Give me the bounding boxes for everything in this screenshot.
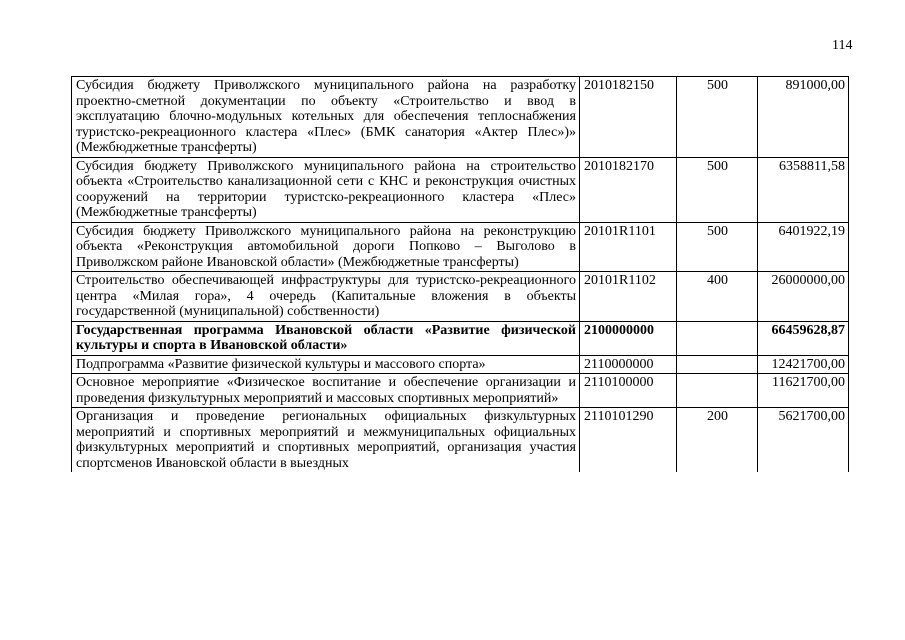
row-target-code: 2110000000 (580, 355, 677, 374)
row-target-code: 2010182170 (580, 157, 677, 222)
row-expense-type (677, 355, 758, 374)
row-description: Основное мероприятие «Физическое воспитание и обеспечение организации и проведения физкультурных мероприятий и массовых спортивных мероприятий» (72, 374, 580, 408)
row-target-code: 2110100000 (580, 374, 677, 408)
row-description: Субсидия бюджету Приволжского муниципального района на строительство объекта «Строительство канализационной сети с КНС и реконструкция очистных сооружений на территории туристско-рекреационного кластера «Плес» (Межбюджетные трансферты) (72, 157, 580, 222)
row-description: Подпрограмма «Развитие физической культуры и массового спорта» (72, 355, 580, 374)
table-row-continued (72, 408, 849, 473)
table-row (72, 157, 849, 222)
row-description: Субсидия бюджету Приволжского муниципального района на реконструкцию объекта «Реконструкция автомобильной дороги Попково – Выголово в Приволжском районе Ивановской области» (Межбюджетные трансферты) (72, 222, 580, 272)
row-expense-type: 500 (677, 222, 758, 272)
page-number: 114 (832, 38, 853, 53)
row-amount: 66459628,87 (758, 321, 849, 355)
table-row-program (72, 321, 849, 355)
row-amount: 11621700,00 (758, 374, 849, 408)
table-row (72, 222, 849, 272)
row-target-code: 2100000000 (580, 321, 677, 355)
budget-table (71, 76, 849, 472)
row-expense-type (677, 321, 758, 355)
table-row (72, 272, 849, 322)
row-description-cell (72, 408, 580, 473)
row-description: Организация и проведение региональных официальных физкультурных мероприятий и спортивных мероприятий и межмуниципальных официальных физкультурных мероприятий и спортивных мероприятий, организация участия спортсменов Ивановской области в выездных (76, 409, 576, 471)
row-amount: 6358811,58 (758, 157, 849, 222)
row-target-code: 2010182150 (580, 77, 677, 158)
row-expense-type: 500 (677, 77, 758, 158)
row-amount: 5621700,00 (758, 408, 849, 473)
row-expense-type: 500 (677, 157, 758, 222)
row-description: Строительство обеспечивающей инфраструктуры для туристско-рекреационного центра «Милая гора», 4 очередь (Капитальные вложения в объекты государственной (муниципальной) собственности) (72, 272, 580, 322)
row-amount: 12421700,00 (758, 355, 849, 374)
table-row (72, 77, 849, 158)
table-row (72, 355, 849, 374)
row-expense-type: 400 (677, 272, 758, 322)
row-target-code: 20101R1102 (580, 272, 677, 322)
row-target-code: 2110101290 (580, 408, 677, 473)
row-expense-type: 200 (677, 408, 758, 473)
row-description: Государственная программа Ивановской области «Развитие физической культуры и спорта в Ивановской области» (72, 321, 580, 355)
row-description: Субсидия бюджету Приволжского муниципального района на разработку проектно-сметной документации по объекту «Строительство и ввод в эксплуатацию блочно-модульных котельных для обеспечения теплоснабжения туристско-рекреационного кластера «Плес» (БМК санатория «Актер Плес»)» (Межбюджетные трансферты) (72, 77, 580, 158)
row-amount: 6401922,19 (758, 222, 849, 272)
row-expense-type (677, 374, 758, 408)
row-amount: 891000,00 (758, 77, 849, 158)
table-row (72, 374, 849, 408)
row-target-code: 20101R1101 (580, 222, 677, 272)
row-amount: 26000000,00 (758, 272, 849, 322)
